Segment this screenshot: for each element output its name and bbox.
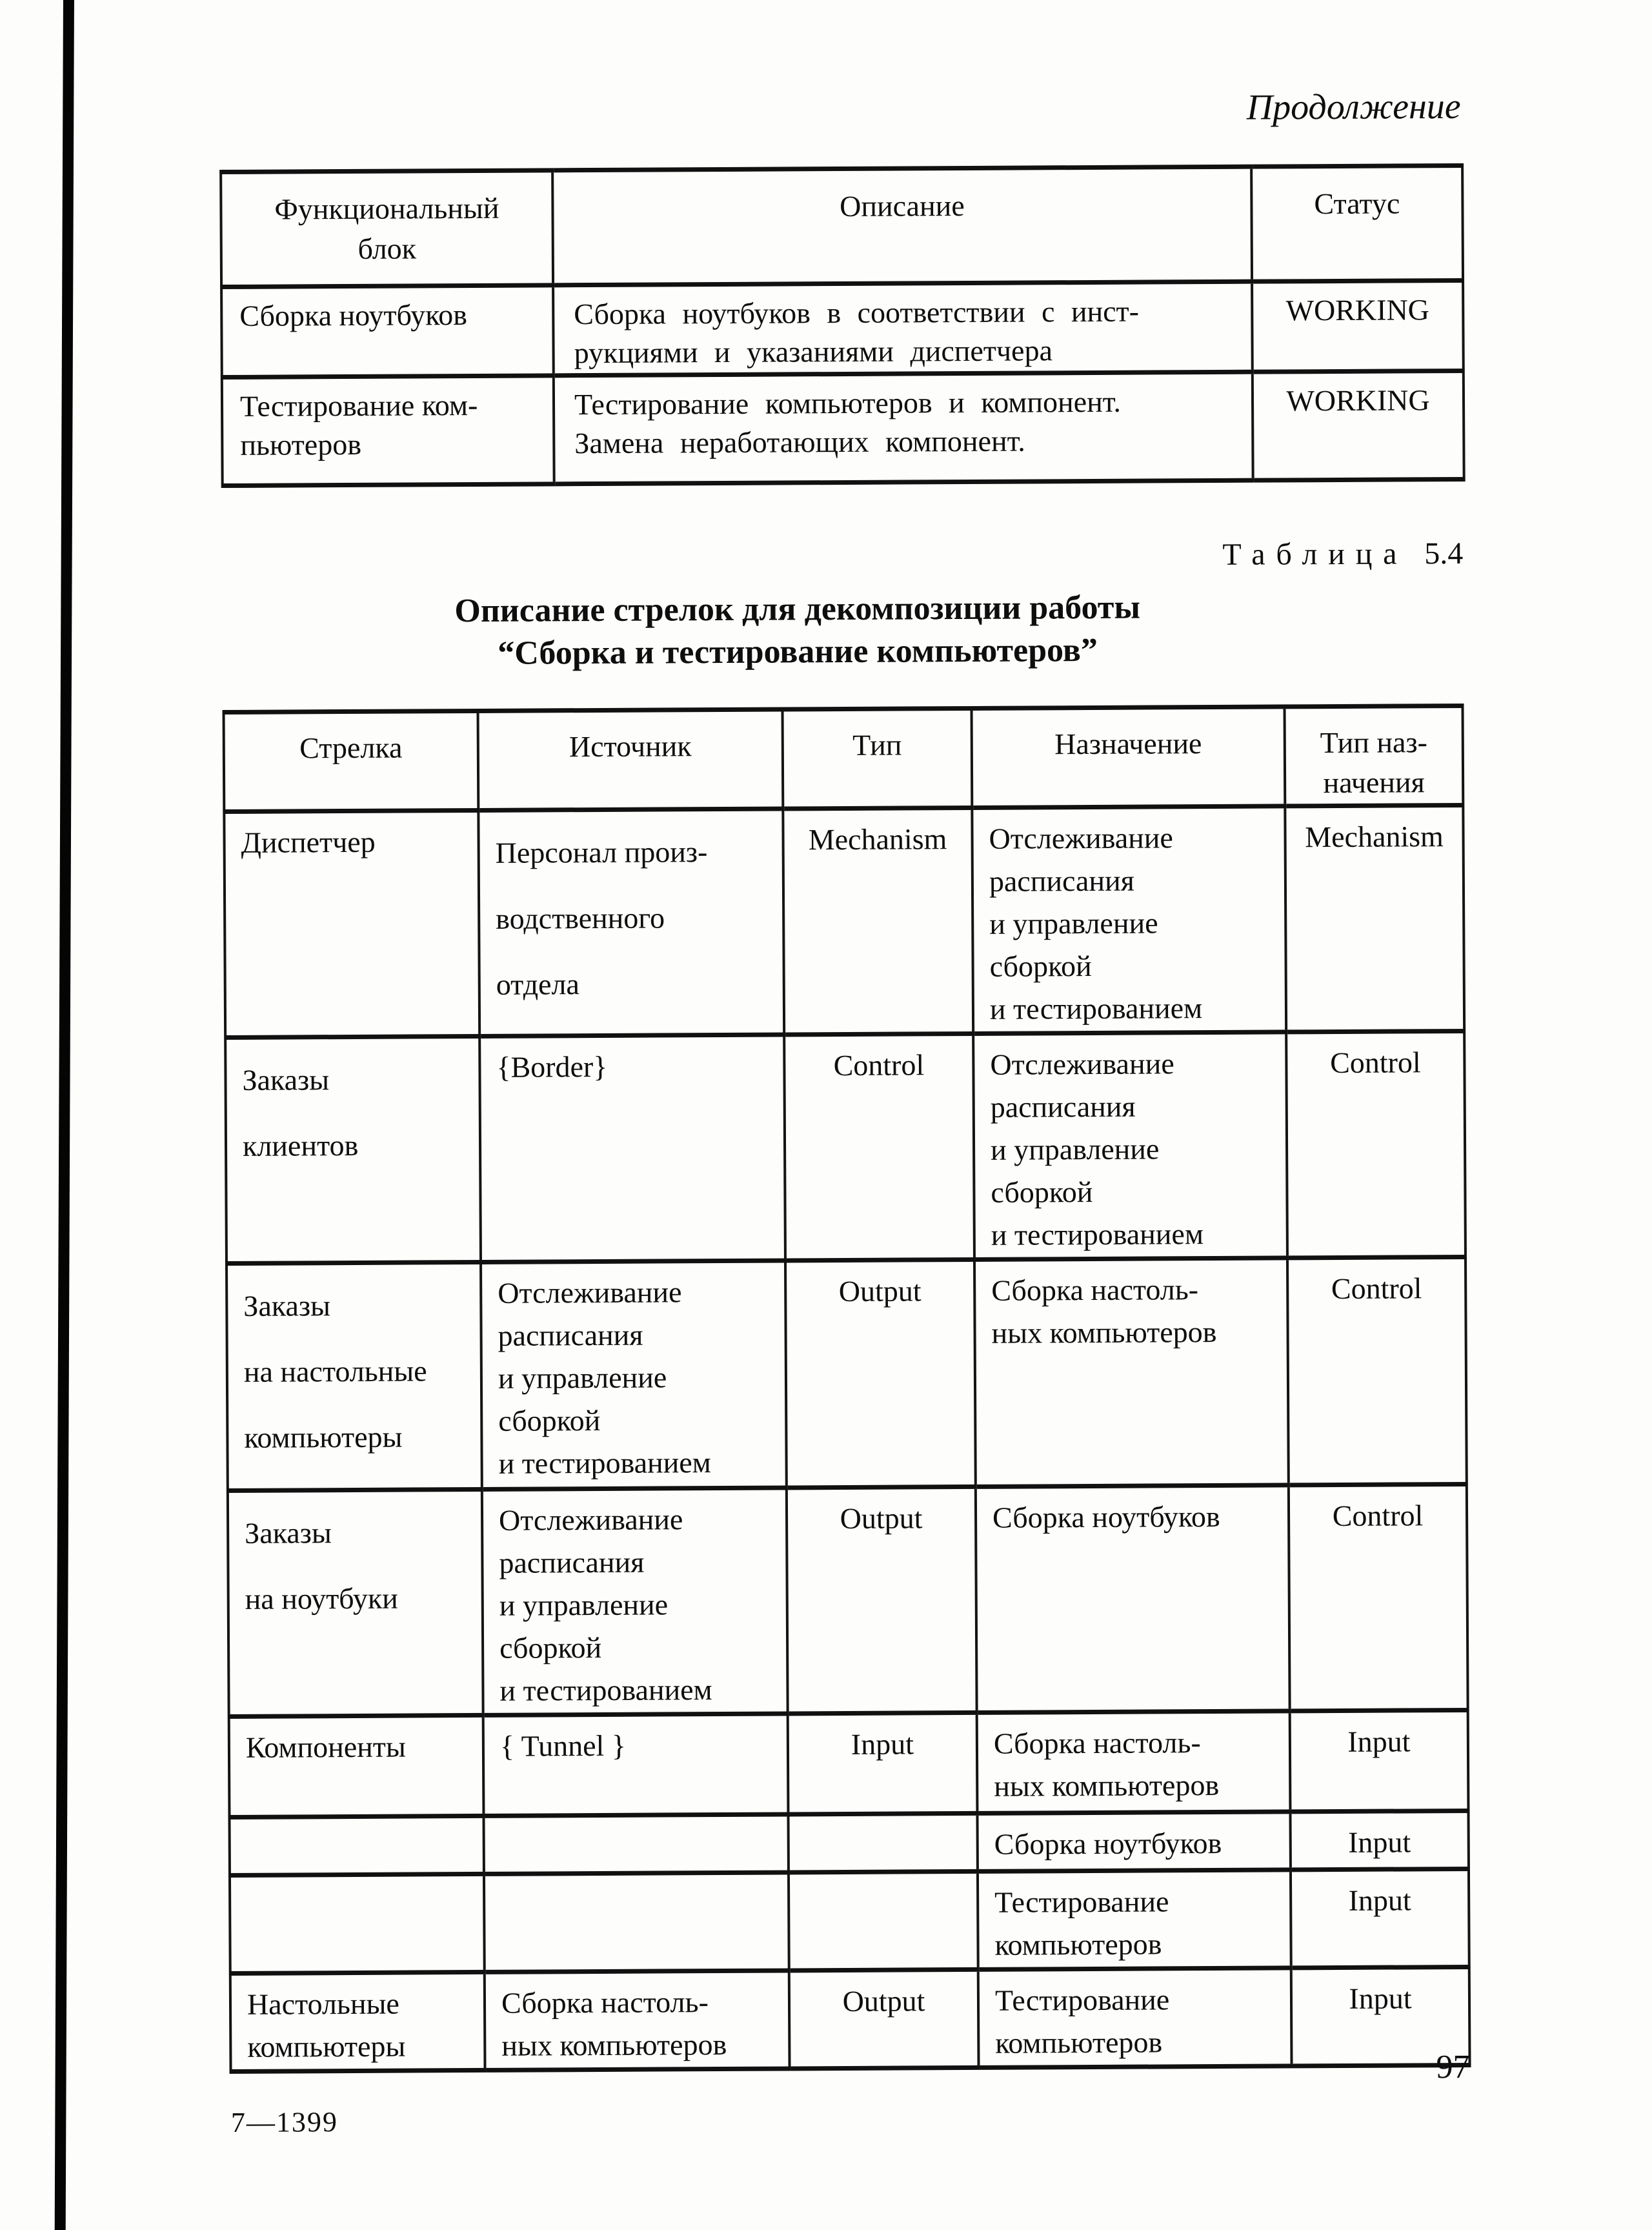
col-header-arrow: Стрелка [224,711,479,811]
cell-destination: Отслеживание расписания и управление сборкой и тестированием [972,806,1286,1034]
col-header-destination: Назначение [972,707,1285,808]
table-row [227,1257,1467,1490]
cell-function-block: Сборка ноутбуков [221,285,554,378]
cell-source: { Tunnel } [483,1714,789,1816]
cell-type: Output [789,1969,979,2069]
table-row [224,805,1464,1037]
table-row [230,1967,1470,2071]
cell-source [483,1814,788,1874]
cell-description: Сборка ноутбуков в соответствии с инст- рукциями и указаниями диспетчера [553,281,1253,376]
cell-destination: Отслеживание расписания и управление сборкой и тестированием [973,1032,1287,1260]
table-row [222,370,1464,485]
col-header-destination-type: Тип наз- начения [1285,705,1464,806]
col-header-function-block: Функциональный блок [221,170,553,287]
cell-destination: Сборка настоль- ных компьютеров [974,1258,1289,1487]
cell-destination-type: Control [1289,1484,1468,1710]
print-run-code: 7—1399 [230,2106,339,2139]
cell-description: Тестирование компьютеров и компонент. Замена неработающих компонент. [554,372,1253,484]
cell-destination-type: Input [1291,1869,1469,1967]
table-row [230,1869,1469,1973]
table-row [225,1031,1466,1263]
table-row [229,1710,1469,1817]
cell-type: Input [788,1712,978,1814]
cell-type: Output [787,1486,977,1714]
cell-destination: Сборка ноутбуков [977,1812,1290,1872]
cell-source: Отслеживание расписания и управление сборкой и тестированием [481,1261,787,1489]
continuation-label: Продолжение [1246,86,1461,128]
cell-destination-type: Input [1290,1810,1468,1869]
cell-function-block: Тестирование ком- пьютеров [222,376,554,486]
col-header-source: Источник [478,709,783,810]
page-content [219,0,1472,2230]
cell-arrow: Компоненты [229,1715,484,1817]
cell-destination-type: Input [1290,1710,1469,1811]
cell-arrow: Настольные компьютеры [230,1972,485,2071]
cell-status: WORKING [1253,370,1464,480]
cell-type: Output [785,1259,976,1488]
table-row [221,280,1464,377]
cell-destination-type: Control [1286,1031,1466,1257]
cell-source: Отслеживание расписания и управление сборкой и тестированием [482,1488,788,1715]
table-caption-number: 5.4 [1424,536,1464,571]
col-header-description: Описание [552,167,1252,285]
table-title-line1: Описание стрелок для декомпозиции работы [454,589,1141,630]
table-caption [221,536,1463,578]
cell-arrow: Заказы клиентов [225,1036,481,1263]
page-number: 97 [1436,2048,1470,2086]
cell-arrow: Диспетчер [224,810,479,1037]
cell-arrow [230,1874,485,1973]
cell-destination-type: Control [1287,1257,1467,1485]
table-caption-word: Таблица [1222,536,1408,572]
cell-type [788,1813,977,1872]
table-row [228,1484,1468,1716]
table-row [229,1810,1468,1875]
col-header-type: Тип [783,708,972,809]
col-header-status: Статус [1251,165,1463,281]
table-header-row [221,165,1463,287]
function-block-status-table [219,163,1466,488]
cell-destination: Сборка настоль- ных компьютеров [977,1711,1291,1814]
table-header-row [224,705,1464,811]
cell-status: WORKING [1252,280,1464,372]
cell-arrow [229,1816,483,1875]
cell-source [484,1872,789,1972]
cell-arrow: Заказы на настольные компьютеры [227,1262,482,1490]
table-title-line2: “Сборка и тестирование компьютеров” [498,631,1098,672]
cell-type [789,1871,978,1971]
cell-arrow: Заказы на ноутбуки [228,1489,483,1716]
cell-type: Mechanism [783,807,973,1035]
cell-destination-type: Mechanism [1285,805,1464,1031]
cell-source: {Border} [479,1035,785,1262]
table-title [177,585,1419,676]
book-spine-shadow [55,0,74,2230]
cell-destination: Сборка ноутбуков [976,1485,1290,1713]
cell-source: Персонал произ- водственного отдела [478,809,784,1036]
arrow-description-table [223,704,1471,2074]
cell-destination: Тестирование компьютеров [978,1968,1292,2068]
cell-destination-type: Input [1291,1967,1470,2065]
cell-destination: Тестирование компьютеров [978,1870,1291,1970]
cell-type: Control [784,1033,974,1261]
cell-source: Сборка настоль- ных компьютеров [485,1971,790,2070]
